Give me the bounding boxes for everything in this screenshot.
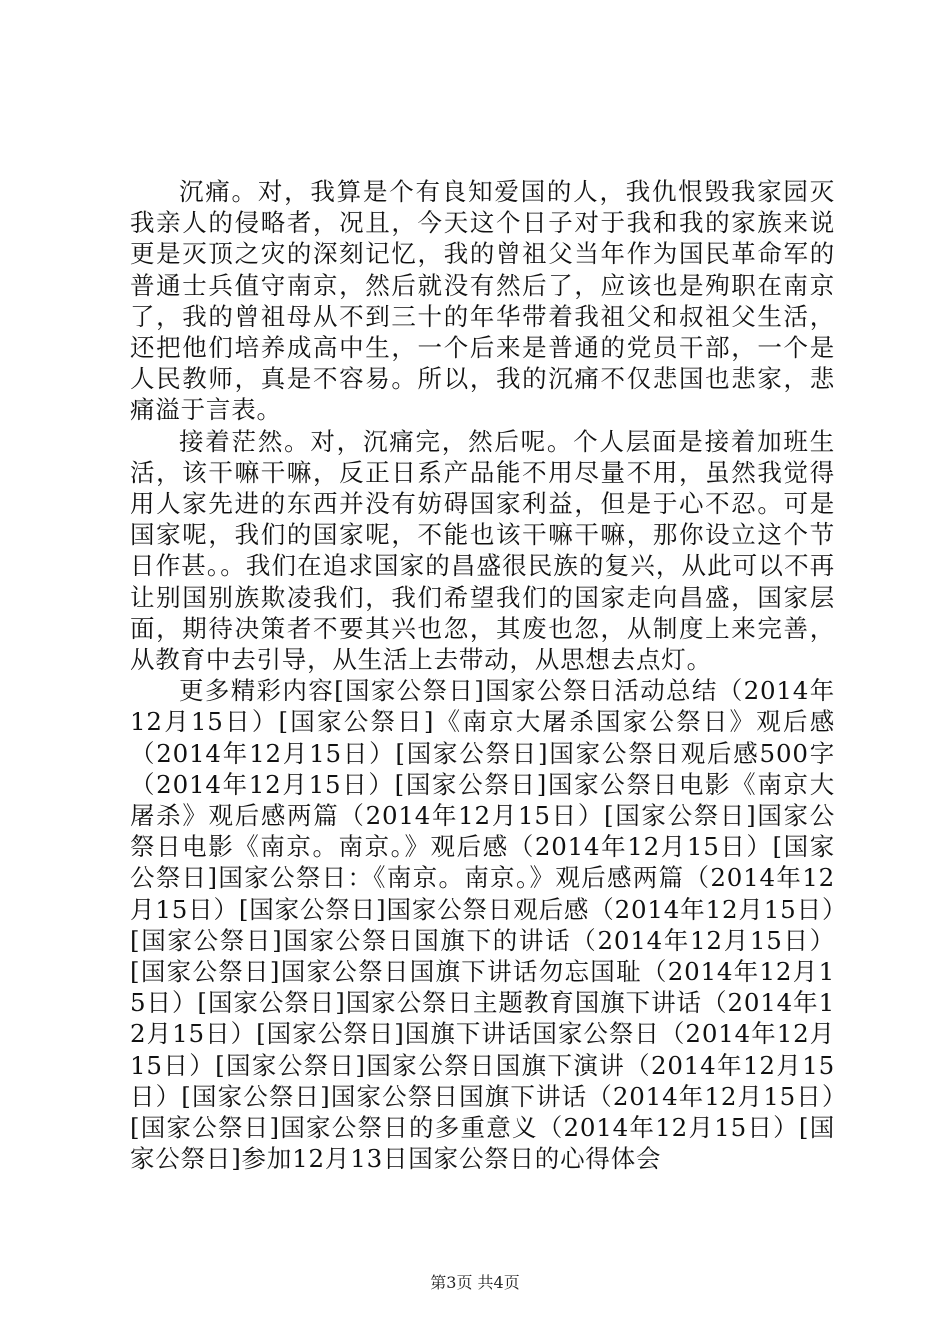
- page-number: 第3页 共4页: [430, 1273, 520, 1292]
- page-footer: [0, 1273, 950, 1293]
- paragraph-confusion: 接着茫然。对，沉痛完，然后呢。个人层面是接着加班生活，该干嘛干嘛，反正日系产品能不用尽量不用，虽然我觉得用人家先进的东西并没有妨碍国家利益，但是于心不忍。可是国家呢，我们的国家呢，不能也该干嘛干嘛，那你设立这个节日作甚。。我们在追求国家的昌盛很民族的复兴，从此可以不再让别国别族欺凌我们，我们希望我们的国家走向昌盛，国家层面，期待决策者不要其兴也忽，其废也忽，从制度上来完善，从教育中去引导，从生活上去带动，从思想去点灯。: [130, 426, 835, 675]
- document-body: [130, 176, 835, 1175]
- paragraph-related-content: 更多精彩内容[国家公祭日]国家公祭日活动总结（2014年12月15日）[国家公祭日]《南京大屠杀国家公祭日》观后感（2014年12月15日）[国家公祭日]国家公祭日观后感500字（2014年12月15日）[国家公祭日]国家公祭日电影《南京大屠杀》观后感两篇（2014年12月15日）[国家公祭日]国家公祭日电影《南京。南京。》观后感（2014年12月15日）[国家公祭日]国家公祭日：《南京。南京。》观后感两篇（2014年12月15日）[国家公祭日]国家公祭日观后感（2014年12月15日）[国家公祭日]国家公祭日国旗下的讲话（2014年12月15日）[国家公祭日]国家公祭日国旗下讲话勿忘国耻（2014年12月15日）[国家公祭日]国家公祭日主题教育国旗下讲话（2014年12月15日）[国家公祭日]国旗下讲话国家公祭日（2014年12月15日）[国家公祭日]国家公祭日国旗下演讲（2014年12月15日）[国家公祭日]国家公祭日国旗下讲话（2014年12月15日）[国家公祭日]国家公祭日的多重意义（2014年12月15日）[国家公祭日]参加12月13日国家公祭日的心得体会: [130, 676, 835, 1174]
- paragraph-grief: 沉痛。对，我算是个有良知爱国的人，我仇恨毁我家园灭我亲人的侵略者，况且，今天这个日子对于我和我的家族来说更是灭顶之灾的深刻记忆，我的曾祖父当年作为国民革命军的普通士兵值守南京，然后就没有然后了，应该也是殉职在南京了，我的曾祖母从不到三十的年华带着我祖父和叔祖父生活，还把他们培养成高中生，一个后来是普通的党员干部，一个是人民教师，真是不容易。所以，我的沉痛不仅悲国也悲家，悲痛溢于言表。: [130, 177, 835, 425]
